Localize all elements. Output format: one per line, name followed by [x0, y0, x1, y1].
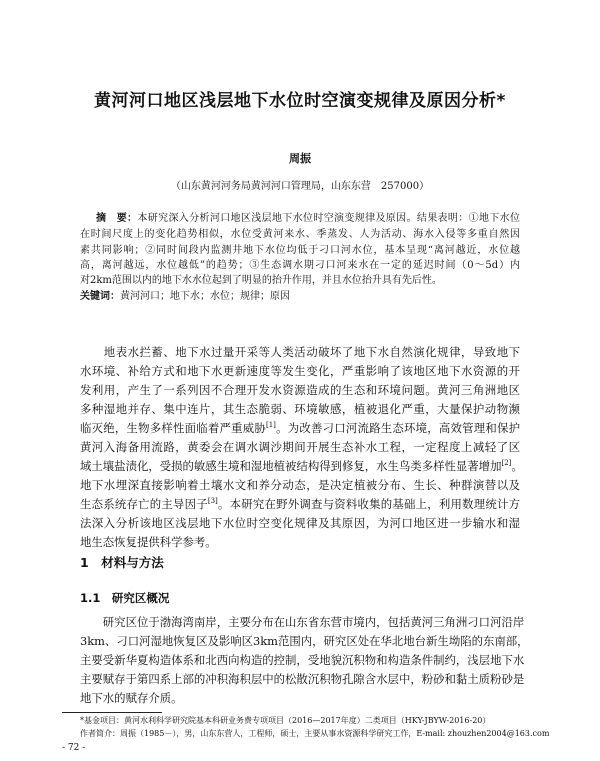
body-line: 地生态恢复提供科学参考。 — [80, 535, 217, 549]
body-line: 临灭绝，生物多样性面临着严重威胁[1]。为改善刁口河流路生态环境，高效管理和保护 — [80, 421, 520, 435]
body-line: 地下水埋深直接影响着土壤水文和养分动态，是决定植被分布、生长、种群演替以及 — [80, 478, 520, 492]
body-line: 地表水拦蓄、地下水过量开采等人类活动破坏了地下水自然演化规律，导致地下 — [80, 345, 520, 359]
keywords-label: 关键词： — [80, 291, 120, 302]
footnote-funding: *基金项目：黄河水利科学研究院基本科研业务费专项项目（2016—2017年度）二类项目（HKY-JBYW-2016-20） — [80, 716, 491, 725]
section-heading: 1 材料与方法 — [80, 555, 164, 570]
body-line: 3km、刁口河湿地恢复区及影响区3km范围内，研究区处在华北地台新生坳陷的东南部， — [80, 634, 529, 648]
footnote-divider — [62, 712, 162, 713]
body-line: 生态系统存亡的主导因子[3]。本研究在野外调查与资料收集的基础上，利用数理统计方 — [80, 497, 520, 511]
paper-title: 黄河河口地区浅层地下水位时空演变规律及原因分析* — [94, 91, 506, 111]
body-line: 水环境、补给方式和地下水更新速度等发生变化，严重影响了该地区地下水资源的开 — [80, 364, 520, 378]
subsection-heading: 1.1 研究区概况 — [80, 591, 170, 605]
body-line: 发利用，产生了一系列因不合理开发水资源造成的生态和环境问题。黄河三角洲地区 — [80, 383, 520, 397]
abstract-line: 在时间尺度上的变化趋势相似，水位受黄河来水、季蒸发、人为活动、海水入侵等多重自然因 — [80, 229, 520, 240]
abstract-line: 高，离河越远，水位越低”的趋势；③生态调水期刁口河来水在一定的延迟时间（0～5d）内 — [80, 260, 520, 271]
author-name: 周振 — [289, 152, 311, 165]
abstract-line: 对2km范围以内的地下水水位起到了明显的抬升作用，并且水位抬升具有先后性。 — [80, 275, 442, 286]
body-line: 研究区位于渤海湾南岸，主要分布在山东省东营市境内，包括黄河三角洲刁口河沿岸 — [80, 615, 525, 629]
body-line: 主要受新华夏构造体系和北西向构造的控制，受地貌沉积物和构造条件制约，浅层地下水 — [80, 653, 525, 667]
body-line: 多种湿地并存、集中连片，其生态脆弱、环境敏感，植被退化严重，大量保护动物濒 — [80, 402, 520, 416]
body-line: 主要赋存于第四系上部的冲积海积层中的松散沉积物孔隙含水层中，粉砂和黏土质粉砂是 — [80, 672, 525, 686]
affiliation: （山东黄河河务局黄河河口管理局，山东东营 257000） — [170, 181, 430, 192]
footnote-author-bio: 作者简介：周振（1985－），男，山东东营人，工程师，硕士，主要从事水资源科学研究工作，E-mail: zhouzhen2004@163.com — [80, 729, 550, 738]
body-line: 域土壤盐渍化，受损的敏感生境和湿地植被结构得到修复，水生鸟类多样性显著增加[2]。 — [80, 459, 523, 473]
page-number: - 72 - — [62, 743, 86, 753]
abstract-line: 素共同影响；②同时间段内监测井地下水位均低于刁口河水位，基本呈现“离河越近，水位越 — [80, 245, 520, 256]
citation[interactable]: [2] — [501, 459, 512, 468]
keywords: 关键词：黄河河口；地下水；水位；规律；原因 — [80, 291, 290, 302]
abstract-label: 摘 要： — [96, 213, 138, 224]
citation[interactable]: [3] — [207, 497, 218, 506]
body-line: 黄河入海备用流路，黄委会在调水调沙期间开展生态补水工程，一定程度上减轻了区 — [80, 440, 520, 454]
citation[interactable]: [1] — [265, 421, 276, 430]
body-line: 地下水的赋存介质。 — [80, 691, 183, 705]
abstract-line: 摘 要：本研究深入分析河口地区浅层地下水位时空演变规律及原因。结果表明：①地下水位 — [96, 213, 521, 224]
body-line: 法深入分析该地区浅层地下水位时空变化规律及其原因，为河口地区进一步输水和湿 — [80, 516, 520, 530]
